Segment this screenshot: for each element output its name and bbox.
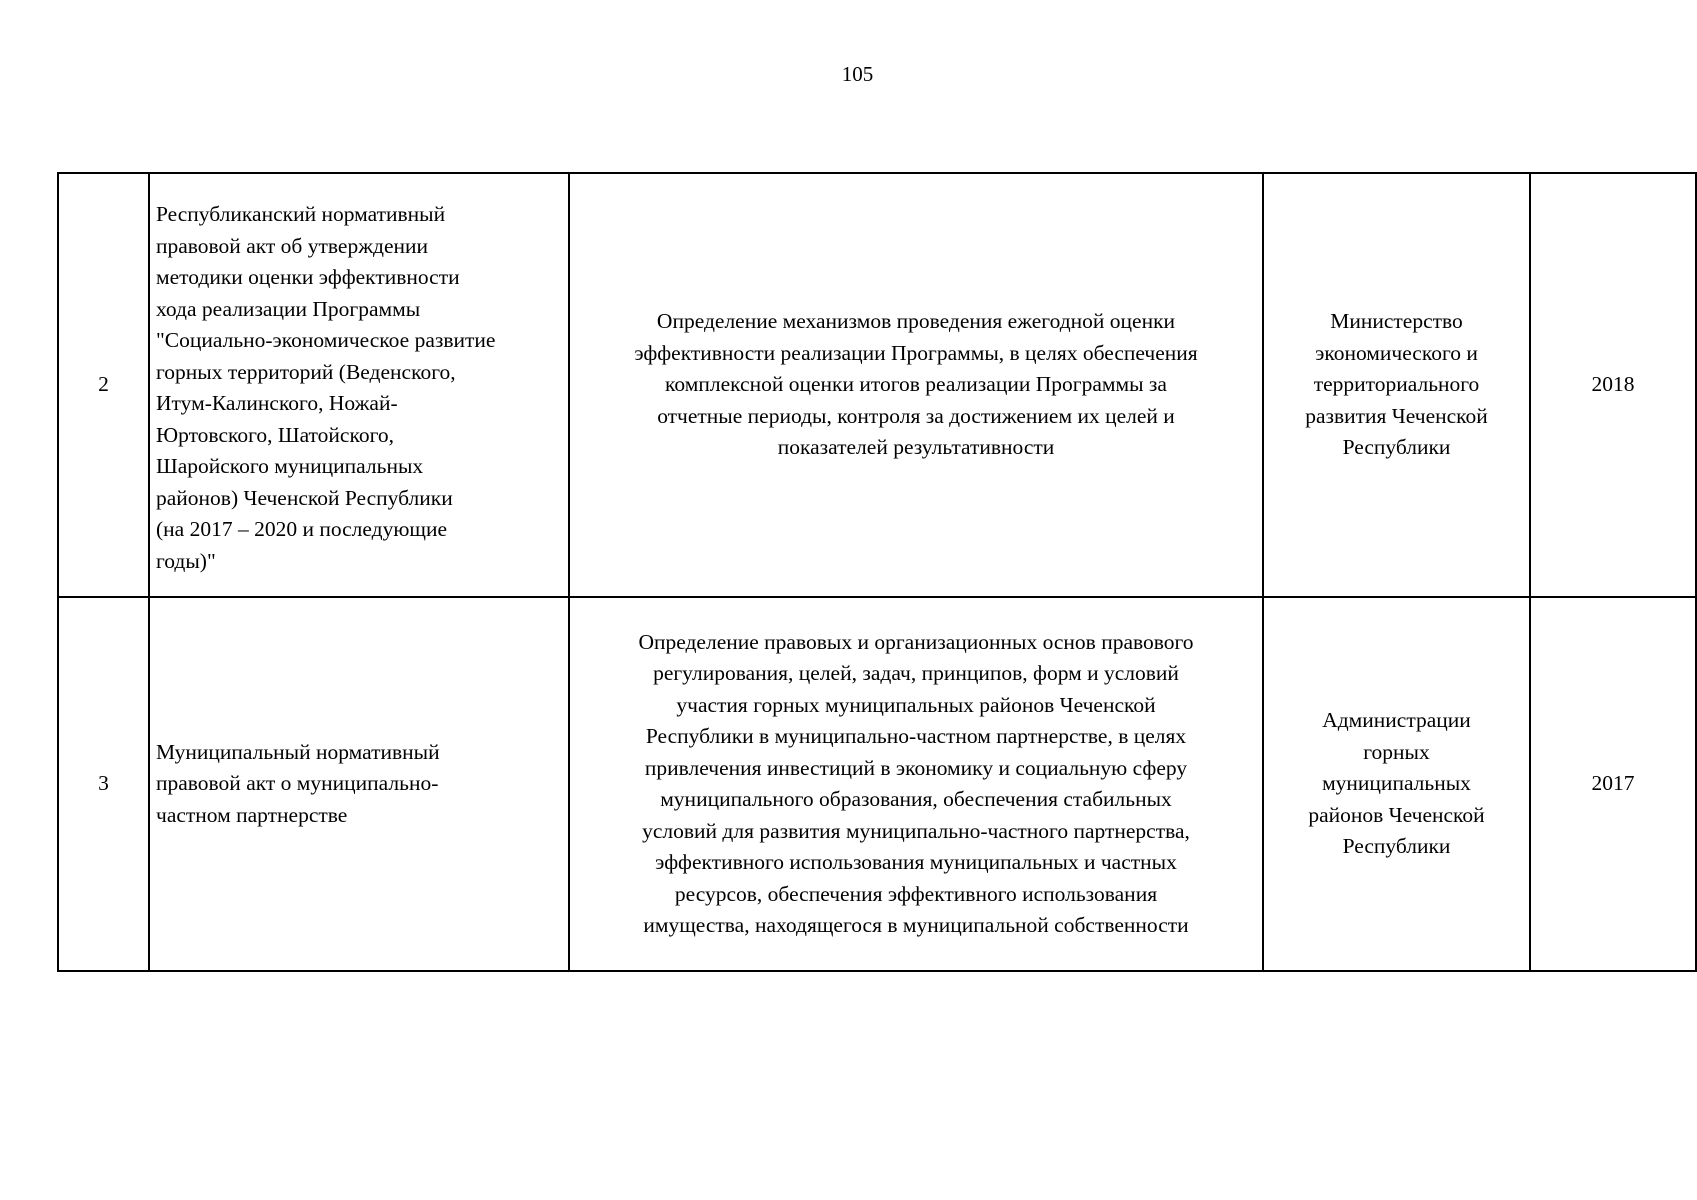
- row-number-cell: [58, 597, 149, 971]
- responsible-text: Администрации горных муниципальных районов Чеченской Республики: [1308, 708, 1485, 859]
- year-text: 2018: [1591, 372, 1635, 397]
- year-cell: [1530, 597, 1696, 971]
- row-number: 2: [98, 372, 109, 397]
- year-cell: [1530, 173, 1696, 597]
- responsible-text: Министерство экономического и территориального развития Чеченской Республики: [1305, 309, 1488, 460]
- responsible-cell: [1263, 173, 1530, 597]
- table-row: [58, 173, 1696, 597]
- responsible-cell: [1263, 597, 1530, 971]
- goal-cell: [569, 173, 1263, 597]
- act-name: Республиканский нормативный правовой акт об утверждении методики оценки эффективности хода реализации Программы "Социально-экономическое развитие горных территорий (Веденского, Итум-Калинского, Ножай- Юртовского, Шатойского, Шаройского муниципальных районов) Чеченской Республики (на 2017 – 2020 и последующие годы)": [156, 202, 496, 573]
- year-text: 2017: [1591, 771, 1635, 796]
- act-name-cell: [149, 597, 569, 971]
- goal-cell: [569, 597, 1263, 971]
- goal-text: Определение правовых и организационных основ правового регулирования, целей, задач, принципов, форм и условий участия горных муниципальных районов Чеченской Республики в муниципально-частном партнерстве, в целях привлечения инвестиций в экономику и социальную сферу муниципального образования, обеспечения стабильных условий для развития муниципально-частного партнерства, эффективного использования муниципальных и частных ресурсов, обеспечения эффективного использования имущества, находящегося в муниципальной собственности: [638, 629, 1194, 937]
- row-number: 3: [98, 771, 109, 796]
- measures-table: [57, 172, 1697, 972]
- page-number: 105: [841, 62, 874, 86]
- goal-text: Определение механизмов проведения ежегодной оценки эффективности реализации Программы, в целях обеспечения комплексной оценки итогов реализации Программы за отчетные периоды, контроля за достижением их целей и показателей результативности: [634, 309, 1198, 460]
- row-number-cell: [58, 173, 149, 597]
- act-name: Муниципальный нормативный правовой акт о муниципально- частном партнерстве: [156, 739, 440, 827]
- act-name-cell: [149, 173, 569, 597]
- table-row: [58, 597, 1696, 971]
